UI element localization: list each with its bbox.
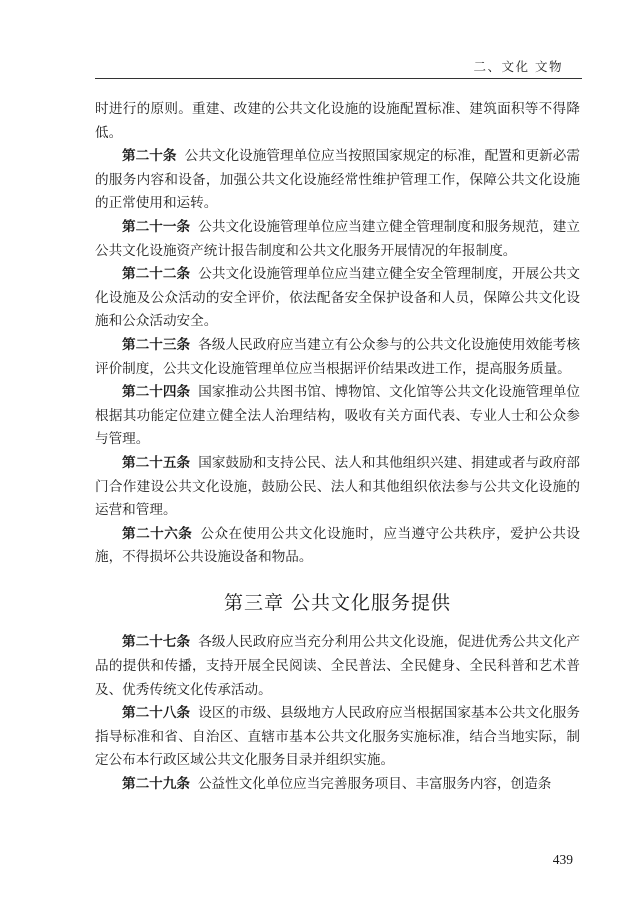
article-text: 国家推动公共图书馆、博物馆、文化馆等公共文化设施管理单位根据其功能定位建立健全法人治理结构，吸收有关方面代表、专业人士和公众参与管理。 <box>95 384 581 448</box>
article-text: 公众在使用公共文化设施时，应当遵守公共秩序，爱护公共设施，不得损坏公共设施设备和物品。 <box>95 525 581 566</box>
article-label: 第二十条 <box>122 148 177 165</box>
article-label: 第二十三条 <box>122 336 191 353</box>
article-26 <box>95 523 580 570</box>
article-label: 第二十九条 <box>122 776 190 793</box>
article-label: 第二十一条 <box>122 218 191 235</box>
article-label: 第二十四条 <box>122 384 191 401</box>
article-20 <box>95 145 580 216</box>
article-text: 公益性文化单位应当完善服务项目、丰富服务内容，创造条 <box>197 776 552 793</box>
article-text: 公共文化设施管理单位应当按照国家规定的标准，配置和更新必需的服务内容和设备，加强公共文化设施经常性维护管理工作，保障公共文化设施的正常使用和运转。 <box>95 148 581 212</box>
article-text: 国家鼓励和支持公民、法人和其他组织兴建、捐建或者与政府部门合作建设公共文化设施，鼓励公民、法人和其他组织依法参与公共文化设施的运营和管理。 <box>95 454 581 519</box>
article-text: 各级人民政府应当充分利用公共文化设施，促进优秀公共文化产品的提供和传播，支持开展全民阅读、全民普法、全民健身、全民科普和艺术普及、优秀传统文化传承活动。 <box>95 634 581 698</box>
running-header: 二、文化 文物 <box>473 59 563 74</box>
page-number: 439 <box>552 852 573 867</box>
article-label: 第二十七条 <box>122 634 191 651</box>
article-21 <box>95 216 580 263</box>
article-label: 第二十六条 <box>122 525 193 542</box>
article-text: 公共文化设施管理单位应当建立健全管理制度和服务规范，建立公共文化设施资产统计报告制度和公共文化服务开展情况的年报制度。 <box>95 218 581 259</box>
article-text: 各级人民政府应当建立有公众参与的公共文化设施使用效能考核评价制度，公共文化设施管理单位应当根据评价结果改进工作，提高服务质量。 <box>95 336 581 377</box>
article-25 <box>95 452 580 523</box>
page-content <box>95 98 580 797</box>
article-29 <box>95 773 580 797</box>
article-27 <box>95 631 580 702</box>
article-23 <box>95 334 580 381</box>
article-24 <box>95 381 580 452</box>
article-label: 第二十五条 <box>122 454 191 471</box>
article-22 <box>95 263 580 334</box>
article-label: 第二十二条 <box>122 266 191 283</box>
article-text: 公共文化设施管理单位应当建立健全安全管理制度，开展公共文化设施及公众活动的安全评价，依法配备安全保护设备和人员，保障公共文化设施和公众活动安全。 <box>95 266 581 330</box>
header-rule <box>95 78 582 79</box>
continuation-paragraph: 时进行的原则。重建、改建的公共文化设施的设施配置标准、建筑面积等不得降低。 <box>95 101 580 141</box>
article-label: 第二十八条 <box>122 705 191 722</box>
article-28 <box>95 702 580 773</box>
chapter-title: 第三章 公共文化服务提供 <box>223 591 452 614</box>
article-text: 设区的市级、县级地方人民政府应当根据国家基本公共文化服务指导标准和省、自治区、直辖市基本公共文化服务实施标准，结合当地实际，制定公布本行政区域公共文化服务目录并组织实施。 <box>95 705 581 769</box>
